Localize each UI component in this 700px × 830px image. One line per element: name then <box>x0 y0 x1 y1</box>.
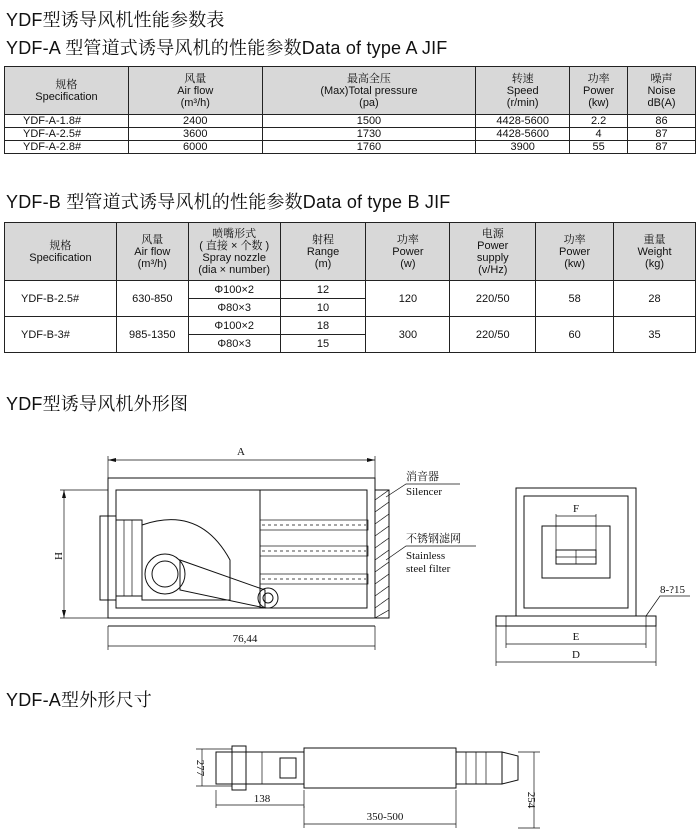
cell: Φ80×3 <box>188 335 280 353</box>
cell: 55 <box>570 141 628 154</box>
type-a-outline <box>194 746 540 828</box>
label-hole: 8-?15 <box>660 584 686 596</box>
main-title: YDF型诱导风机性能参数表 <box>6 10 225 30</box>
cell: 2400 <box>128 115 262 128</box>
side-view <box>53 446 476 650</box>
outline-title: YDF型诱导风机外形图 <box>6 394 189 414</box>
label-a: A <box>237 446 245 458</box>
cell: 18 <box>280 317 366 335</box>
header-power: 功率 Power (kw) <box>570 67 628 115</box>
cell: 4428-5600 <box>476 128 570 141</box>
type-b-title: YDF-B 型管道式诱导风机的性能参数Data of type B JIF <box>6 192 451 212</box>
dim-277: 277 <box>194 759 206 777</box>
header-supply: 电源 Power supply (v/Hz) <box>450 223 536 281</box>
header-pressure: 最高全压 (Max)Total pressure (pa) <box>262 67 476 115</box>
cell: 60 <box>536 317 614 353</box>
cell: 58 <box>536 281 614 317</box>
header-nozzle: 喷嘴形式 ( 直接 × 个数 ) Spray nozzle (dia × number) <box>188 223 280 281</box>
header-range: 射程 Range (m) <box>280 223 366 281</box>
cell: 2.2 <box>570 115 628 128</box>
header-spec: 规格 Specification <box>5 67 129 115</box>
header-power-kw: 功率 Power (kw) <box>536 223 614 281</box>
cell: 220/50 <box>450 317 536 353</box>
dims-a-title: YDF-A型外形尺寸 <box>6 690 152 710</box>
header-spec: 规格 Specification <box>5 223 117 281</box>
header-airflow: 风量 Air flow (m³/h) <box>116 223 188 281</box>
cell: 12 <box>280 281 366 299</box>
cell: 1760 <box>262 141 476 154</box>
cell: 220/50 <box>450 281 536 317</box>
cell: 300 <box>366 317 450 353</box>
cell: 28 <box>614 281 696 317</box>
cell: 6000 <box>128 141 262 154</box>
cell: YDF-B-3# <box>5 317 117 353</box>
header-airflow: 风量 Air flow (m³/h) <box>128 67 262 115</box>
header-noise: 噪声 Noise dB(A) <box>628 67 696 115</box>
cell: Φ100×2 <box>188 281 280 299</box>
cell: 1730 <box>262 128 476 141</box>
filter-en2: steel filter <box>406 563 451 575</box>
cell: 985-1350 <box>116 317 188 353</box>
cell: Φ100×2 <box>188 317 280 335</box>
type-a-title: YDF-A 型管道式诱导风机的性能参数Data of type A JIF <box>6 38 448 58</box>
silencer-cn: 消音器 <box>406 471 439 483</box>
cell: YDF-A-2.5# <box>5 128 129 141</box>
header-power-w: 功率 Power (w) <box>366 223 450 281</box>
cell: 120 <box>366 281 450 317</box>
cell: 10 <box>280 299 366 317</box>
cell: YDF-A-1.8# <box>5 115 129 128</box>
cell: 4 <box>570 128 628 141</box>
label-e: E <box>572 631 580 643</box>
cell: 87 <box>628 141 696 154</box>
cell: 3900 <box>476 141 570 154</box>
cell: 4428-5600 <box>476 115 570 128</box>
cell: 1500 <box>262 115 476 128</box>
dim-350-500: 350-500 <box>366 811 404 823</box>
label-h: H <box>53 552 65 560</box>
cell: YDF-B-2.5# <box>5 281 117 317</box>
cell: 3600 <box>128 128 262 141</box>
cell: Φ80×3 <box>188 299 280 317</box>
cell: YDF-A-2.8# <box>5 141 129 154</box>
filter-cn: 不锈钢滤网 <box>406 533 461 545</box>
silencer-en: Silencer <box>406 486 443 498</box>
dim-254: 254 <box>525 791 537 809</box>
cell: 15 <box>280 335 366 353</box>
header-speed: 转速 Speed (r/min) <box>476 67 570 115</box>
cell: 630-850 <box>116 281 188 317</box>
label-f: F <box>572 503 580 515</box>
header-weight: 重量 Weight (kg) <box>614 223 696 281</box>
dim-138: 138 <box>253 793 271 805</box>
filter-en1: Stainless <box>406 550 446 562</box>
cell: 35 <box>614 317 696 353</box>
label-d: D <box>572 649 580 661</box>
cell: 87 <box>628 128 696 141</box>
front-view <box>496 488 690 666</box>
cell: 86 <box>628 115 696 128</box>
label-76-44: 76,44 <box>232 633 258 645</box>
